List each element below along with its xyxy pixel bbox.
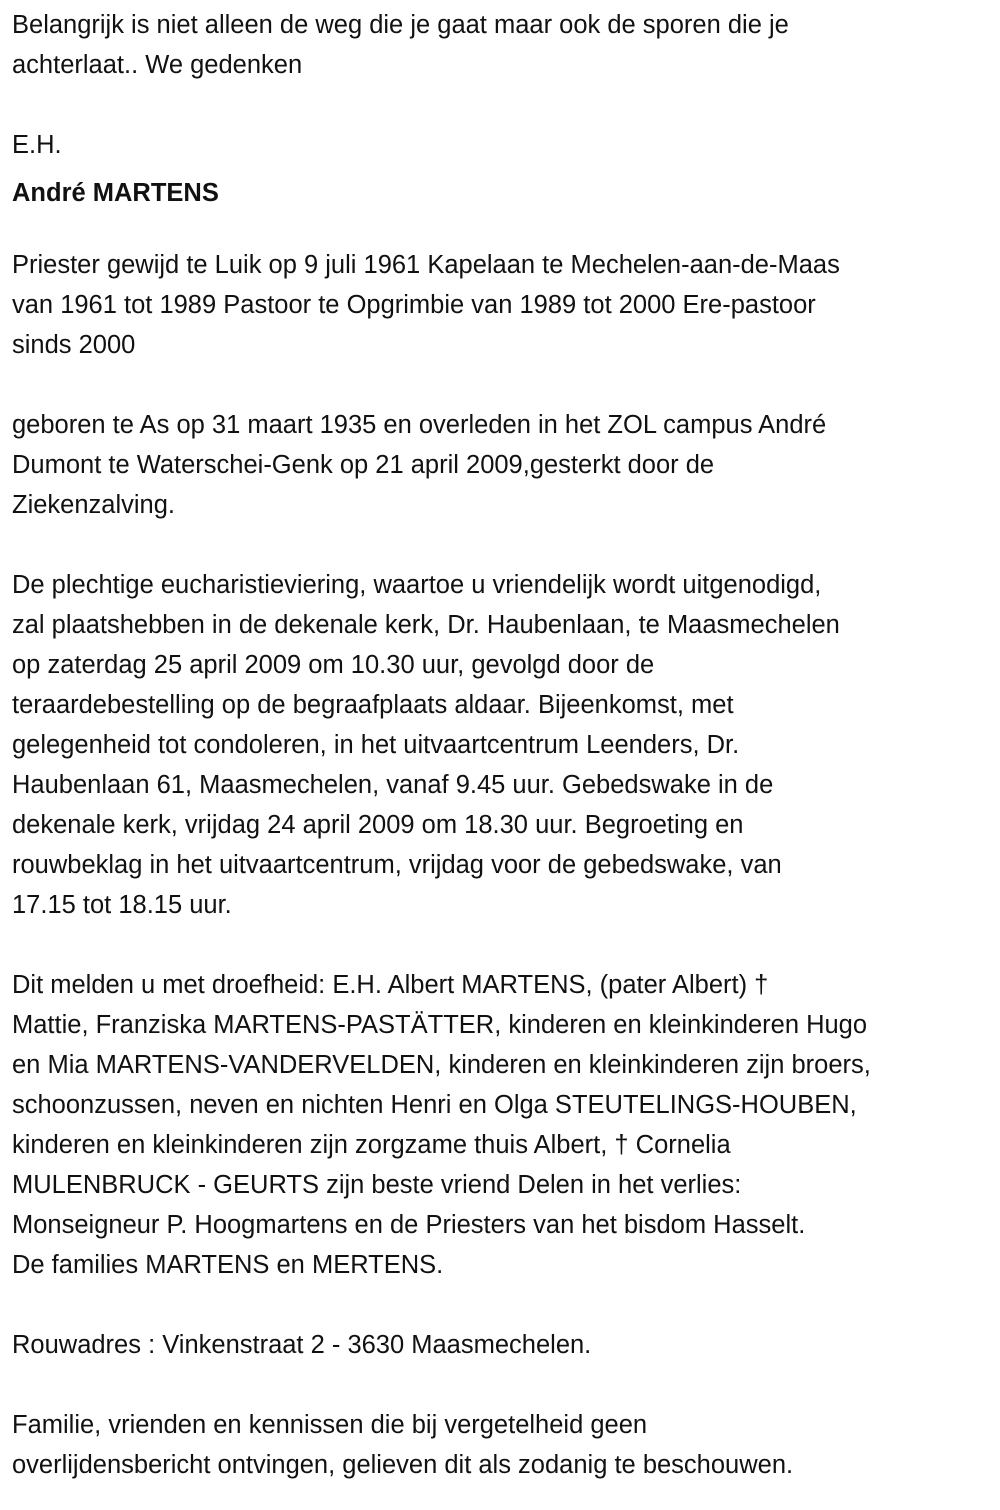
text-line: Mattie, Franziska MARTENS-PASTÄTTER, kinderen en kleinkinderen Hugo [12, 1011, 868, 1039]
ceremony-paragraph [12, 565, 1000, 925]
text-line: en Mia MARTENS-VANDERVELDEN, kinderen en kleinkinderen zijn broers, [12, 1051, 871, 1079]
text-line: Priester gewijd te Luik op 9 juli 1961 Kapelaan te Mechelen-aan-de-Maas [12, 251, 840, 279]
text-line: zal plaatshebben in de dekenale kerk, Dr. Haubenlaan, te Maasmechelen [12, 611, 840, 639]
address-paragraph [12, 1325, 1000, 1365]
text-line: van 1961 tot 1989 Pastoor te Opgrimbie van 1989 tot 2000 Ere-pastoor [12, 291, 816, 319]
text-line: Rouwadres : Vinkenstraat 2 - 3630 Maasmechelen. [12, 1331, 592, 1359]
text-line: Familie, vrienden en kennissen die bij vergetelheid geen [12, 1411, 648, 1439]
text-line: sinds 2000 [12, 331, 136, 359]
text-line: geboren te As op 31 maart 1935 en overleden in het ZOL campus André [12, 411, 827, 439]
text-line: Ziekenzalving. [12, 491, 175, 519]
text-line: Belangrijk is niet alleen de weg die je gaat maar ook de sporen die je [12, 11, 789, 39]
text-line: 17.15 tot 18.15 uur. [12, 891, 232, 919]
text-line: overlijdensbericht ontvingen, gelieven dit als zodanig te beschouwen. [12, 1451, 794, 1479]
text-line: De plechtige eucharistieviering, waartoe u vriendelijk wordt uitgenodigd, [12, 571, 822, 599]
text-line: De families MARTENS en MERTENS. [12, 1251, 444, 1279]
family-paragraph [12, 965, 1000, 1285]
closing-paragraph [12, 1405, 1000, 1485]
birth-death-paragraph [12, 405, 1000, 525]
text-line: achterlaat.. We gedenken [12, 51, 303, 79]
text-line: Monseigneur P. Hoogmartens en de Priesters van het bisdom Hasselt. [12, 1211, 806, 1239]
text-line: teraardebestelling op de begraafplaats aldaar. Bijeenkomst, met [12, 691, 734, 719]
title-prefix: E.H. [12, 131, 62, 159]
text-line: schoonzussen, neven en nichten Henri en Olga STEUTELINGS-HOUBEN, [12, 1091, 857, 1119]
intro-paragraph [12, 5, 1000, 85]
deceased-name: André MARTENS [12, 179, 219, 207]
career-paragraph [12, 245, 1000, 365]
text-line: op zaterdag 25 april 2009 om 10.30 uur, gevolgd door de [12, 651, 655, 679]
text-line: MULENBRUCK - GEURTS zijn beste vriend Delen in het verlies: [12, 1171, 742, 1199]
text-line: Dumont te Waterschei-Genk op 21 april 2009,gesterkt door de [12, 451, 715, 479]
text-line: Dit melden u met droefheid: E.H. Albert MARTENS, (pater Albert) † [12, 971, 769, 999]
text-line: Haubenlaan 61, Maasmechelen, vanaf 9.45 uur. Gebedswake in de [12, 771, 774, 799]
text-line: gelegenheid tot condoleren, in het uitvaartcentrum Leenders, Dr. [12, 731, 740, 759]
text-line: dekenale kerk, vrijdag 24 april 2009 om 18.30 uur. Begroeting en [12, 811, 744, 839]
text-line: kinderen en kleinkinderen zijn zorgzame thuis Albert, † Cornelia [12, 1131, 731, 1159]
text-line: rouwbeklag in het uitvaartcentrum, vrijdag voor de gebedswake, van [12, 851, 782, 879]
